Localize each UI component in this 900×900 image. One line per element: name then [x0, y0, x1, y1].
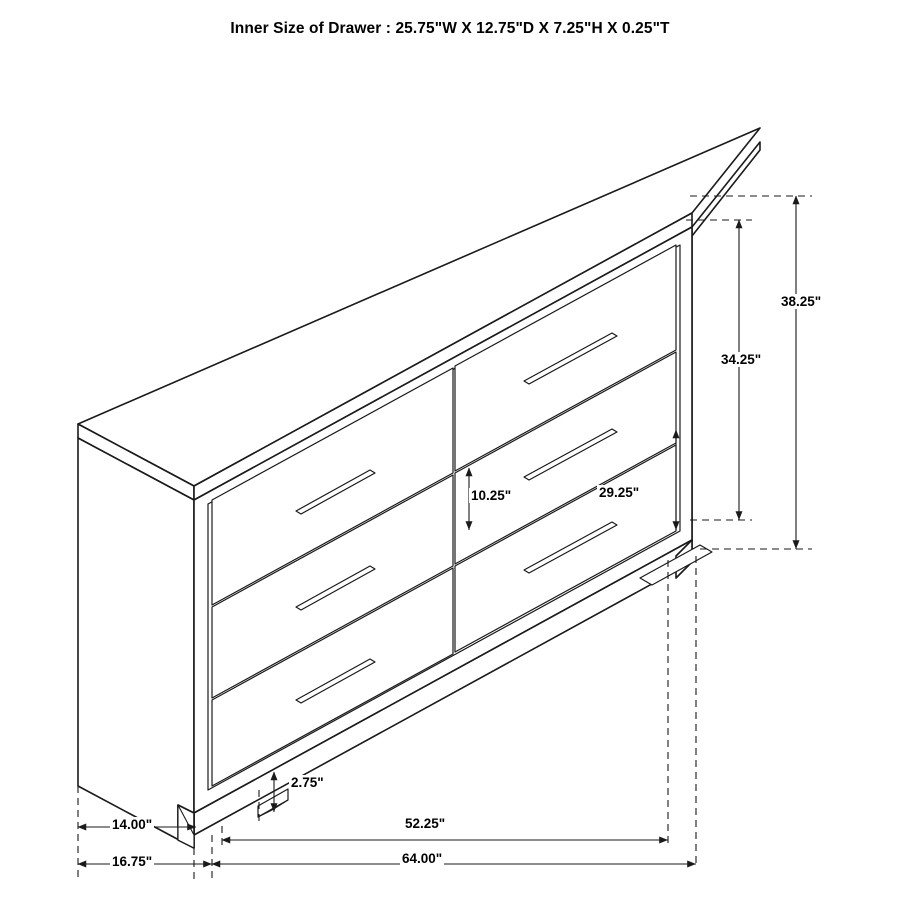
dim-label-cabinet-height: 34.25" — [721, 352, 762, 367]
dim-label-cabinet-width: 52.25" — [405, 816, 446, 831]
dim-label-drawer-front-height: 10.25" — [471, 488, 512, 503]
page-title: Inner Size of Drawer : 25.75"W X 12.75"D X 7.25"H X 0.25"T — [230, 20, 670, 37]
dim-label-base-height: 2.75" — [291, 775, 324, 790]
dresser-body — [78, 128, 760, 848]
dim-label-overall-height: 38.25" — [781, 294, 822, 309]
dim-label-drawer-bank-height: 29.25" — [599, 485, 640, 500]
dim-label-side-depth-base: 16.75" — [112, 854, 153, 869]
dim-label-overall-width: 64.00" — [402, 851, 443, 866]
left-side-panel — [78, 438, 194, 848]
dim-label-side-depth-top: 14.00" — [112, 817, 153, 832]
